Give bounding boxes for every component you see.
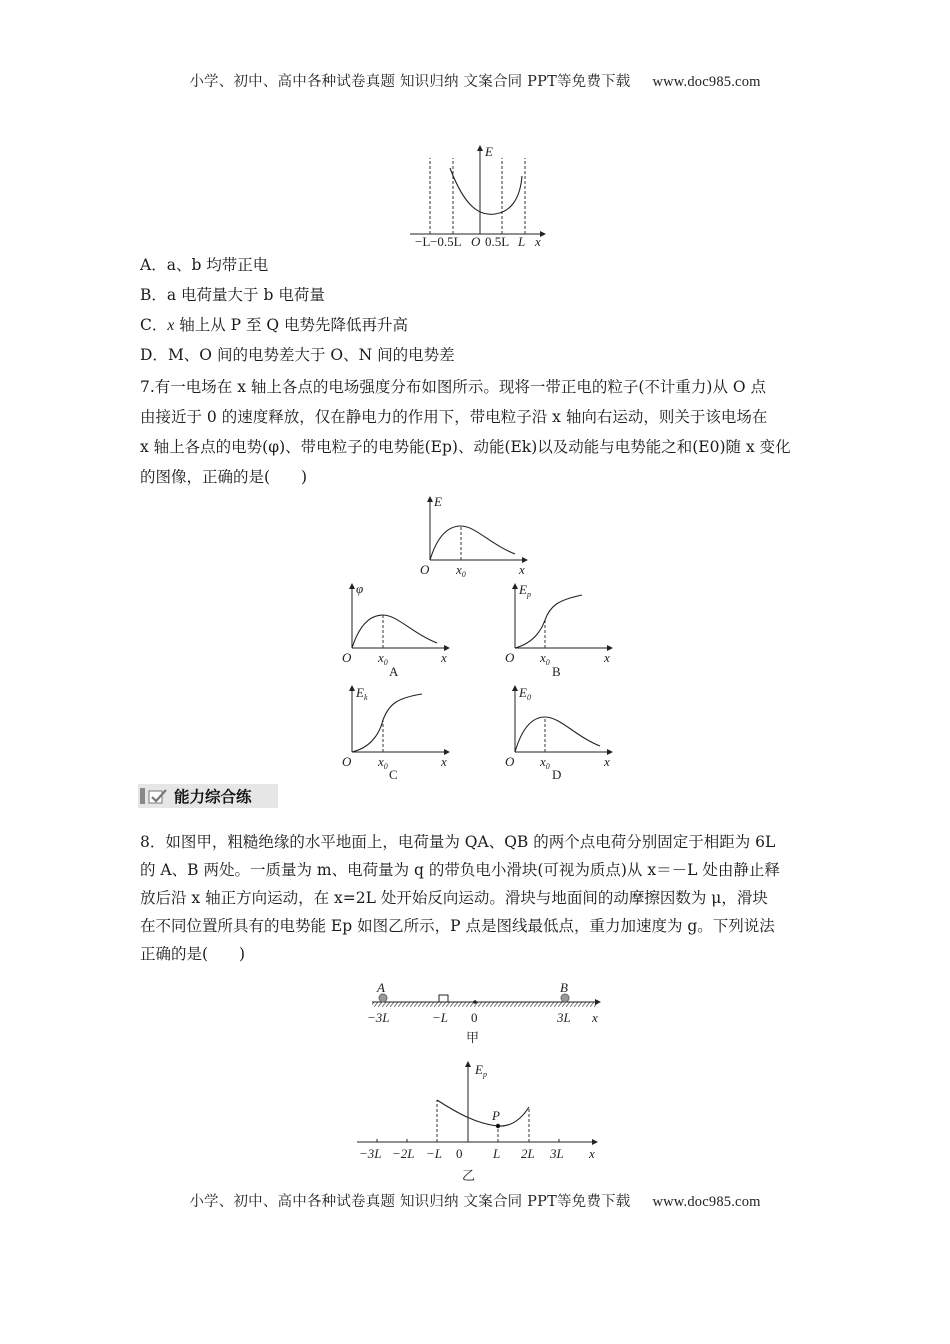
svg-text:−L: −L [426, 1146, 443, 1161]
svg-text:φ: φ [356, 581, 364, 596]
svg-text:x: x [535, 234, 541, 248]
svg-text:C: C [389, 767, 398, 780]
svg-text:x0: $x_0$ [456, 562, 466, 577]
section-bar [140, 788, 145, 804]
svg-text:Ep: $E_p$ [519, 582, 531, 599]
y-label: E [485, 144, 493, 159]
svg-text:x0: $x_0$ [540, 754, 550, 771]
footer-url[interactable]: www.doc985.com [652, 1194, 761, 1210]
checkbox-check-icon [148, 788, 168, 804]
q8-text-line-3: 放后沿 x 轴正方向运动，在 x=2L 处开始反向运动。滑块与地面间的动摩擦因数为 μ，滑块 [140, 889, 768, 907]
svg-text:x: x [604, 754, 610, 769]
svg-text:x: x [441, 650, 447, 665]
svg-text:2L: 2L [521, 1146, 535, 1161]
svg-text:−3L: −3L [359, 1146, 382, 1161]
svg-text:x: x [519, 562, 525, 577]
svg-text:O: O [505, 650, 515, 665]
svg-text:O: O [420, 562, 430, 577]
q8-text-line-2: 的 A、B 两处。一质量为 m、电荷量为 q 的带负电小滑块(可视为质点)从 x＝－L 处由静止释 [140, 861, 780, 879]
section-heading [138, 784, 278, 808]
svg-text:0.5L: 0.5L [485, 234, 510, 248]
q8-text-line-5: 正确的是( ) [140, 945, 246, 963]
q7-text-line-4: 的图像，正确的是( ) [140, 468, 308, 486]
q8-figure-yi [352, 1058, 602, 1188]
q7-text-line-3: x 轴上各点的电势(φ)、带电粒子的电势能(Ep)、动能(Ek)以及动能与电势能之和(E0)随 x 变化 [140, 438, 791, 456]
svg-text:0: 0 [471, 1010, 478, 1025]
q7-choice-d-figure[interactable] [500, 680, 620, 780]
svg-text:B: B [552, 664, 561, 678]
svg-text:O: O [342, 650, 352, 665]
q7-text-line-2: 由接近于 0 的速度释放，仅在静电力的作用下，带电粒子沿 x 轴向右运动，则关于该电场在 [140, 408, 768, 426]
svg-text:x0: $x_0$ [378, 754, 388, 771]
svg-text:L: L [493, 1146, 501, 1161]
q6-option-c[interactable]: C．x 轴上从 P 至 Q 电势先降低再升高 [140, 316, 409, 334]
footer-text: 小学、初中、高中各种试卷真题 知识归纳 文案合同 PPT等免费下载 [189, 1194, 631, 1210]
section-title: 能力综合练 [174, 788, 252, 806]
svg-text:x: x [592, 1010, 598, 1025]
q7-choice-a-figure[interactable] [337, 578, 457, 678]
svg-text:乙: 乙 [462, 1168, 476, 1183]
svg-text:P: P [492, 1108, 500, 1123]
header-url[interactable]: www.doc985.com [652, 74, 761, 90]
svg-text:−0.5L: −0.5L [430, 234, 462, 248]
svg-text:甲: 甲 [466, 1030, 480, 1045]
svg-text:E: E [434, 494, 442, 509]
q7-main-figure [415, 492, 535, 577]
q8-text-line-4: 在不同位置所具有的电势能 Ep 如图乙所示，P 点是图线最低点，重力加速度为 g。下列说法 [140, 917, 775, 935]
q6-option-d[interactable]: D．M、O 间的电势差大于 O、N 间的电势差 [140, 346, 455, 364]
svg-text:E0: $E_0$ [519, 685, 531, 702]
svg-text:−3L: −3L [367, 1010, 390, 1025]
svg-text:3L: 3L [550, 1146, 564, 1161]
svg-text:Ek: $E_k$ [356, 685, 368, 702]
svg-text:−2L: −2L [392, 1146, 415, 1161]
svg-text:x: x [589, 1146, 595, 1161]
svg-text:x0: $x_0$ [378, 650, 388, 667]
page-header [0, 70, 950, 91]
svg-text:A: A [389, 664, 399, 678]
q7-text-line-1: 7.有一电场在 x 轴上各点的电场强度分布如图所示。现将一带正电的粒子(不计重力)从 O 点 [140, 378, 767, 396]
svg-text:0: 0 [456, 1146, 463, 1161]
q6-e-field-figure [405, 138, 555, 248]
q7-choice-c-figure[interactable] [337, 680, 457, 780]
q6-option-a[interactable]: A．a、b 均带正电 [140, 256, 269, 274]
svg-text:O: O [342, 754, 352, 769]
svg-text:O: O [471, 234, 481, 248]
svg-text:L: L [518, 234, 526, 248]
page-footer [0, 1190, 950, 1211]
svg-text:A: A [377, 982, 385, 995]
svg-text:x: x [441, 754, 447, 769]
svg-text:x: x [604, 650, 610, 665]
svg-text:x0: $x_0$ [540, 650, 550, 667]
q7-choice-b-figure[interactable] [500, 578, 620, 678]
q8-figure-jia [362, 982, 612, 1047]
q6-option-b[interactable]: B．a 电荷量大于 b 电荷量 [140, 286, 325, 304]
svg-text:B: B [560, 982, 568, 995]
svg-text:D: D [552, 767, 562, 780]
svg-text:O: O [505, 754, 515, 769]
svg-text:−L: −L [415, 234, 431, 248]
svg-text:−L: −L [432, 1010, 449, 1025]
q8-text-line-1: 8．如图甲，粗糙绝缘的水平地面上，电荷量为 QA、QB 的两个点电荷分别固定于相距为 6L [140, 833, 776, 851]
svg-text:Ep: $E_p$ [475, 1062, 487, 1079]
svg-text:3L: 3L [557, 1010, 571, 1025]
header-text: 小学、初中、高中各种试卷真题 知识归纳 文案合同 PPT等免费下载 [189, 74, 631, 90]
